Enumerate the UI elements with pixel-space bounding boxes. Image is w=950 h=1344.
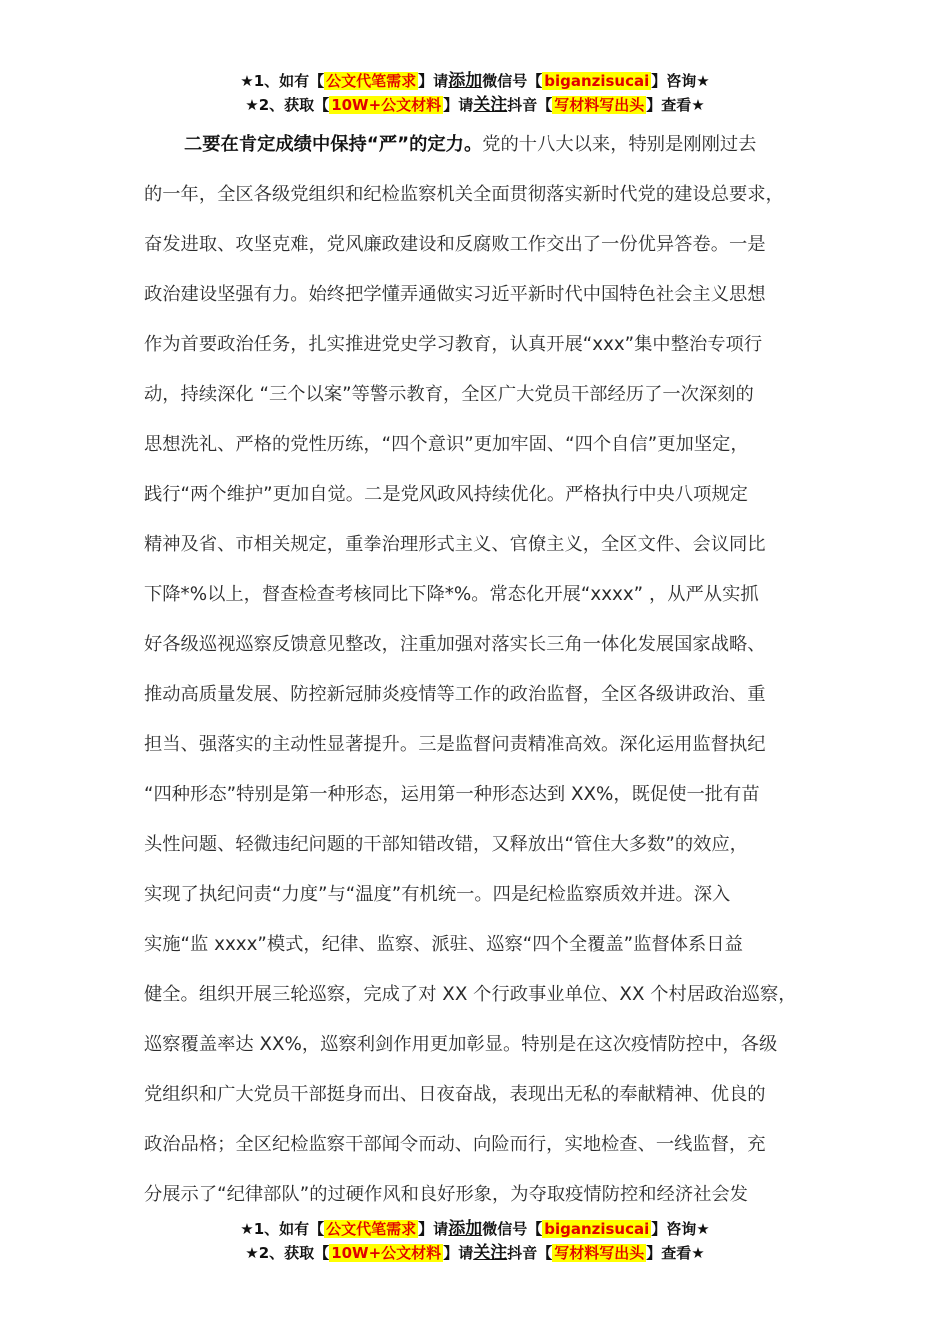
- document-body: [144, 128, 820, 1228]
- banner-text: ★2、获取【: [245, 96, 330, 114]
- banner-text: 】请: [443, 96, 474, 114]
- banner-text: 】查看★: [646, 1244, 705, 1262]
- paragraph-line: 政治建设坚强有力。始终把学懂弄通做实习近平新时代中国特色社会主义思想: [144, 284, 766, 305]
- highlight-service: 公文代笔需求: [326, 72, 417, 90]
- banner-text: 】请: [418, 1220, 449, 1238]
- paragraph-line: 动，持续深化 “三个以案”等警示教育，全区广大党员干部经历了一次深刻的: [144, 384, 754, 405]
- paragraph-line: 好各级巡视巡察反馈意见整改，注重加强对落实长三角一体化发展国家战略、: [144, 634, 766, 655]
- emphasis-add: 添加: [448, 1219, 483, 1239]
- paragraph-line: 精神及省、市相关规定，重拳治理形式主义、官僚主义，全区文件、会议同比: [144, 534, 766, 555]
- paragraph-line: 推动高质量发展、防控新冠肺炎疫情等工作的政治监督，全区各级讲政治、重: [144, 684, 766, 705]
- header-banner: [0, 69, 950, 117]
- paragraph-line: 政治品格；全区纪检监察干部闻令而动、向险而行，实地检查、一线监督，充: [144, 1134, 766, 1155]
- paragraph-line: “四种形态”特别是第一种形态，运用第一种形态达到 XX%，既促使一批有苗: [144, 784, 760, 805]
- highlight-douyin-account: 写材料写出头: [554, 96, 645, 114]
- highlight-wechat-id: biganzisucai: [544, 1220, 650, 1238]
- banner-text: 】咨询★: [651, 72, 710, 90]
- highlight-materials: 10W+公文材料: [331, 1244, 442, 1262]
- banner-line-2: [0, 93, 950, 117]
- paragraph-line: 健全。组织开展三轮巡察，完成了对 XX 个行政事业单位、XX 个村居政治巡察，: [144, 984, 797, 1005]
- banner-text: 微信号【: [482, 72, 543, 90]
- emphasis-follow: 关注: [473, 1243, 508, 1263]
- highlight-service: 公文代笔需求: [326, 1220, 417, 1238]
- paragraph-line: 头性问题、轻微违纪问题的干部知错改错，又释放出“管住大多数”的效应，: [144, 834, 748, 855]
- highlight-materials: 10W+公文材料: [331, 96, 442, 114]
- emphasis-follow: 关注: [473, 95, 508, 115]
- paragraph-line: 实施“监 xxxx”模式，纪律、监察、派驻、巡察“四个全覆盖”监督体系日益: [144, 934, 743, 955]
- paragraph-line: 思想洗礼、严格的党性历练，“四个意识”更加牢固、“四个自信”更加坚定，: [144, 434, 749, 455]
- banner-text: 】请: [418, 72, 449, 90]
- paragraph-line: 践行“两个维护”更加自觉。二是党风政风持续优化。严格执行中央八项规定: [144, 484, 748, 505]
- banner-text: ★2、获取【: [245, 1244, 330, 1262]
- banner-line-1: [0, 1217, 950, 1241]
- paragraph-line: 党组织和广大党员干部挺身而出、日夜奋战，表现出无私的奉献精神、优良的: [144, 1084, 766, 1105]
- banner-text: 】查看★: [646, 96, 705, 114]
- banner-text: ★1、如有【: [240, 72, 325, 90]
- paragraph-lead: 二要在肯定成绩中保持“严”的定力。: [184, 134, 483, 155]
- banner-text: 微信号【: [482, 1220, 543, 1238]
- footer-banner: [0, 1217, 950, 1265]
- banner-text: 】请: [443, 1244, 474, 1262]
- paragraph-line: 分展示了“纪律部队”的过硬作风和良好形象，为夺取疫情防控和经济社会发: [144, 1184, 748, 1205]
- highlight-douyin-account: 写材料写出头: [554, 1244, 645, 1262]
- paragraph-line: 作为首要政治任务，扎实推进党史学习教育，认真开展“xxx”集中整治专项行: [144, 334, 763, 355]
- paragraph-line: 奋发进取、攻坚克难，党风廉政建设和反腐败工作交出了一份优异答卷。一是: [144, 234, 766, 255]
- banner-text: 抖音【: [507, 1244, 553, 1262]
- paragraph-line: 实现了执纪问责“力度”与“温度”有机统一。四是纪检监察质效并进。深入: [144, 884, 731, 905]
- banner-line-1: [0, 69, 950, 93]
- highlight-wechat-id: biganzisucai: [544, 72, 650, 90]
- emphasis-add: 添加: [448, 71, 483, 91]
- paragraph-line: 巡察覆盖率达 XX%，巡察利剑作用更加彰显。特别是在这次疫情防控中，各级: [144, 1034, 778, 1055]
- paragraph-line: 的一年，全区各级党组织和纪检监察机关全面贯彻落实新时代党的建设总要求，: [144, 184, 784, 205]
- banner-line-2: [0, 1241, 950, 1265]
- paragraph-line: [144, 128, 820, 178]
- banner-text: 抖音【: [507, 96, 553, 114]
- banner-text: 】咨询★: [651, 1220, 710, 1238]
- paragraph-line: 下降*%以上，督查检查考核同比下降*%。常态化开展“xxxx” ，从严从实抓: [144, 584, 759, 605]
- banner-text: ★1、如有【: [240, 1220, 325, 1238]
- body-text: 党的十八大以来，特别是刚刚过去: [482, 134, 757, 155]
- paragraph-line: 担当、强落实的主动性显著提升。三是监督问责精准高效。深化运用监督执纪: [144, 734, 766, 755]
